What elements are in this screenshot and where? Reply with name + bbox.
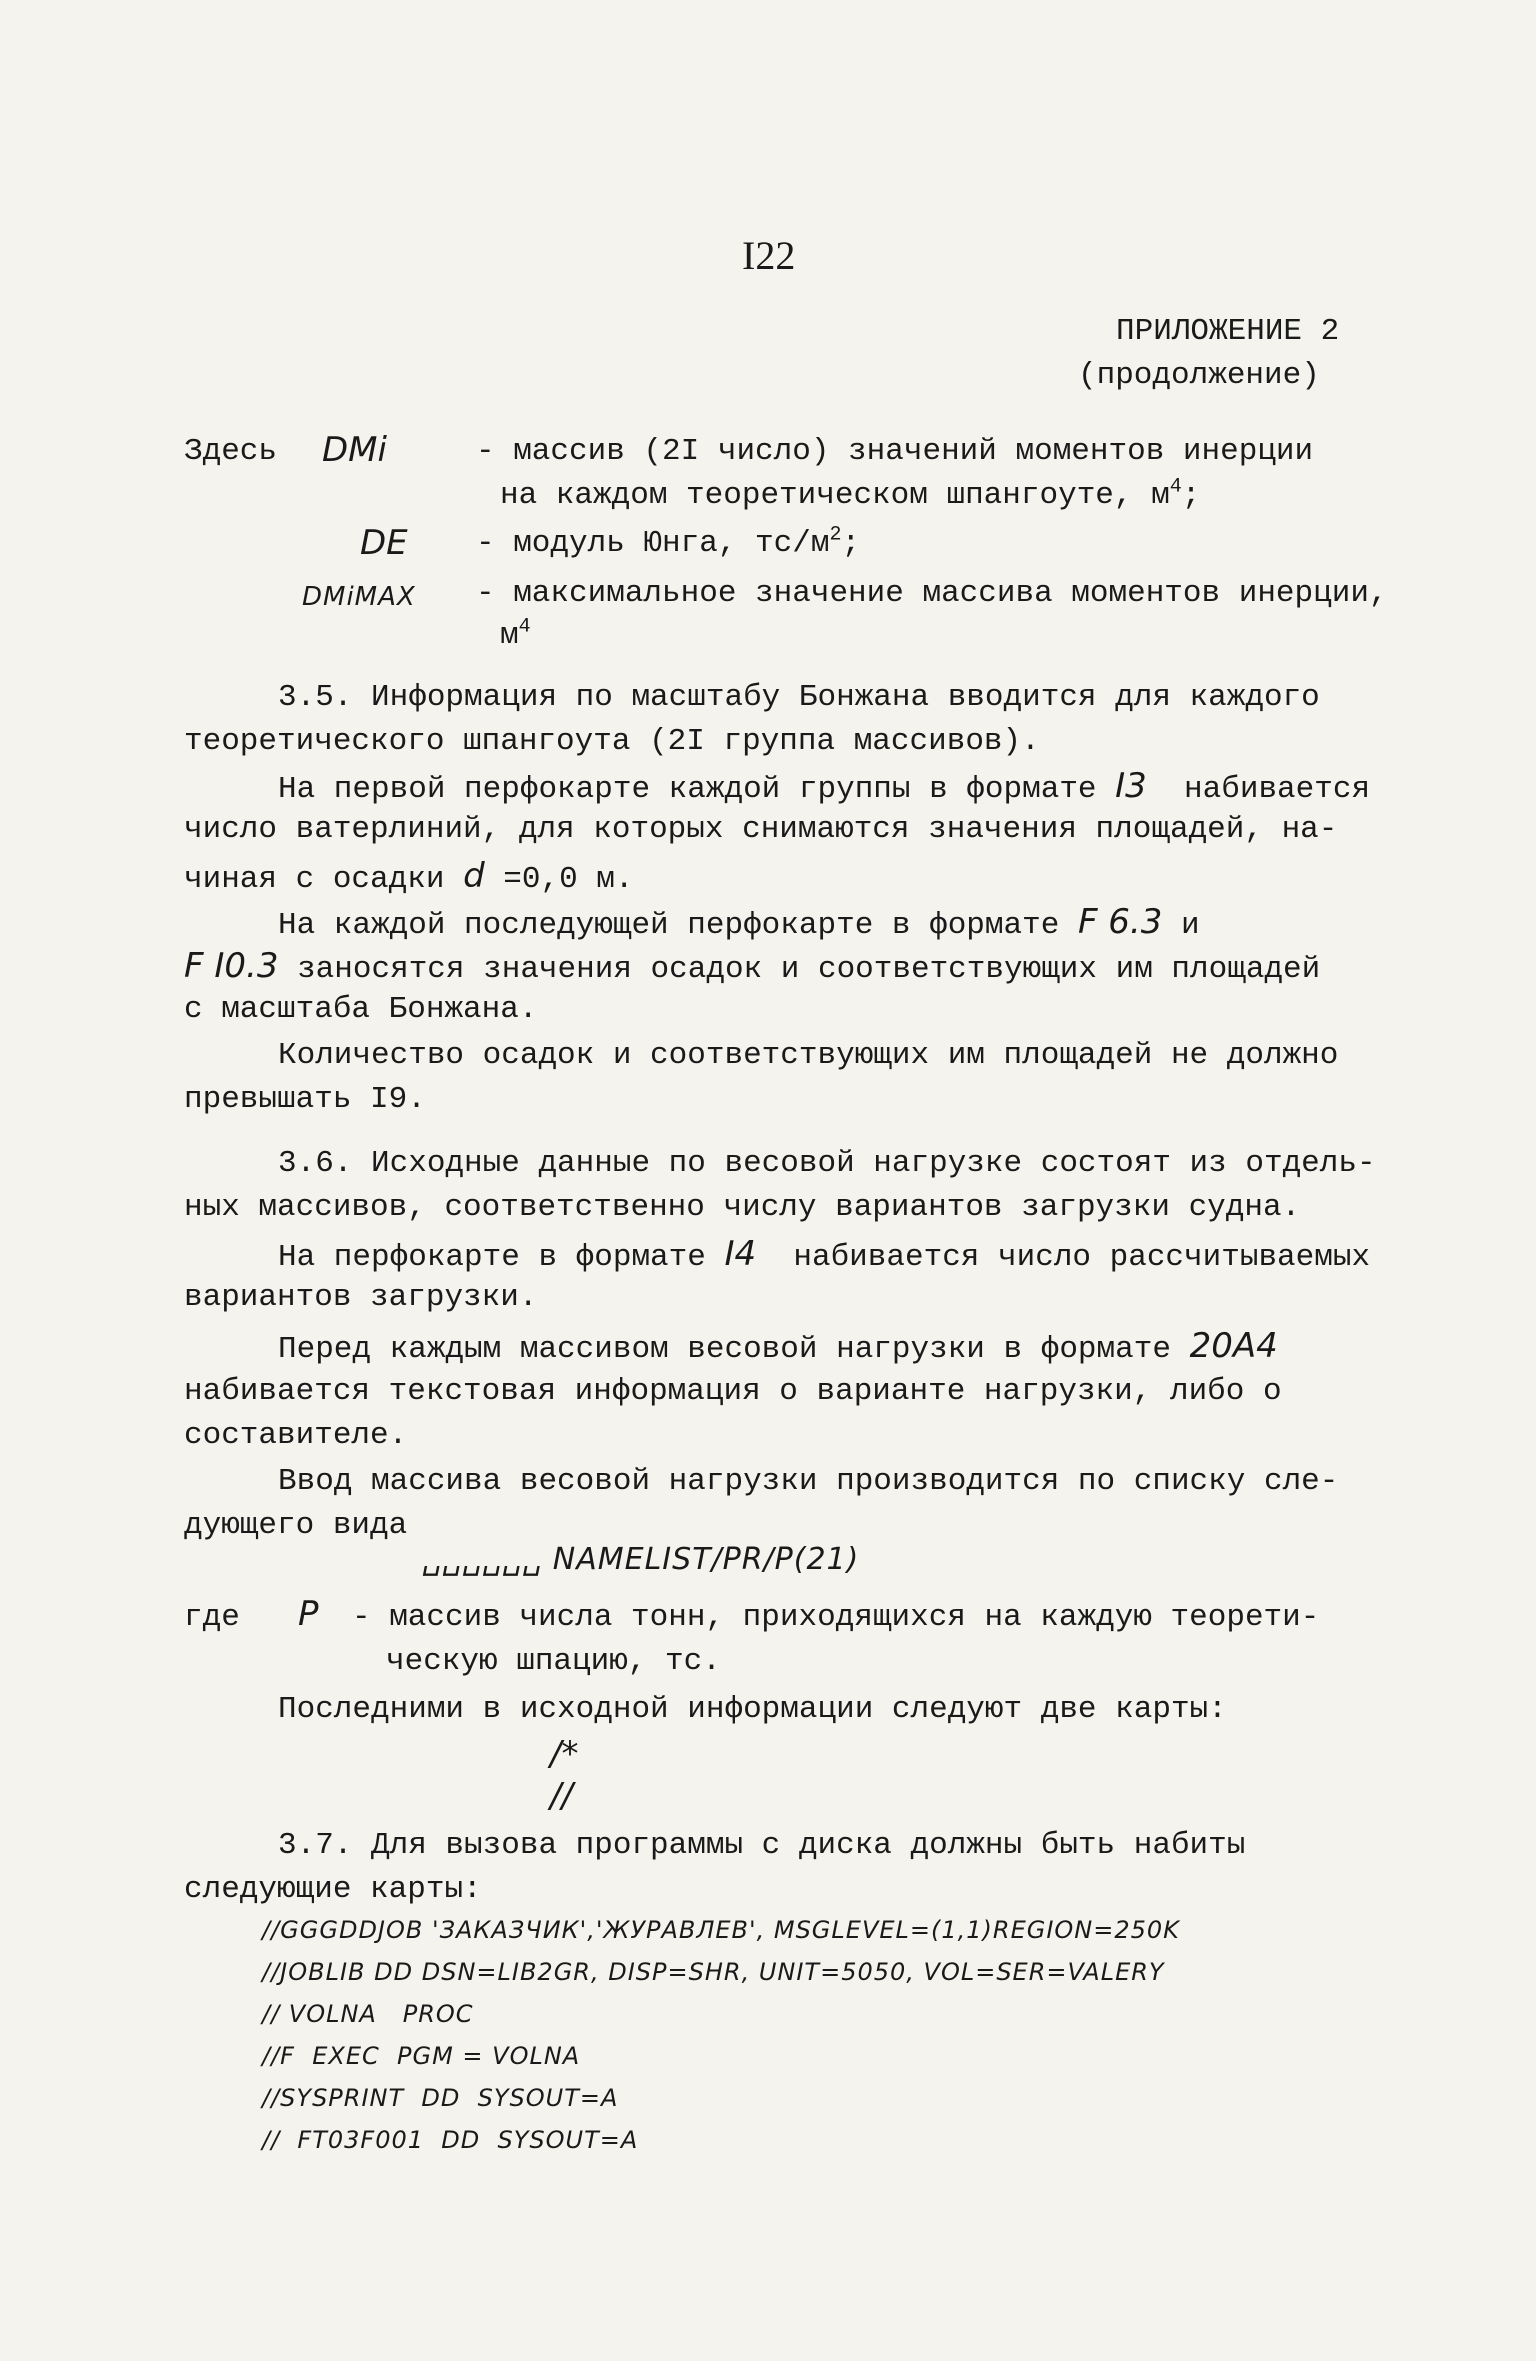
s35-p2-line2: число ватерлиний, для которых снимаются значения площадей, на-: [184, 812, 1338, 847]
s36-p3-line2: набивается текстовая информация о варианте нагрузки, либо о: [184, 1374, 1282, 1409]
symbol-de: DE: [360, 523, 408, 563]
s36-p5: Последними в исходной информации следуют две карты:: [278, 1692, 1227, 1727]
appendix-title: ПРИЛОЖЕНИЕ 2: [1116, 314, 1340, 349]
symbol-dmi: DMi: [322, 430, 387, 470]
s36-p1-line1: 3.6. Исходные данные по весовой нагрузке состоят из отдель-: [278, 1146, 1376, 1181]
s36-p4-line2: дующего вида: [184, 1508, 408, 1543]
jcl-line: //GGGDDJOB 'ЗАКАЗЧИК','ЖУРАВЛЕВ', MSGLEVEL=(1,1)REGION=250K: [262, 1916, 1180, 1944]
s35-p1-line1: 3.5. Информация по масштабу Бонжана вводится для каждого: [278, 680, 1320, 715]
format-code-f63: F 6.3: [1077, 902, 1163, 942]
s36-p4-line1: Ввод массива весовой нагрузки производится по списку сле-: [278, 1464, 1339, 1499]
s35-p3-line2: F I0.3 заносятся значения осадок и соответствующих им площадей: [184, 946, 1321, 987]
where-def-line2: ческую шпацию, тс.: [386, 1644, 721, 1679]
s35-p4-line2: превышать I9.: [184, 1082, 426, 1117]
s36-p3-line3: составителе.: [184, 1418, 408, 1453]
definition-dmi-line1: - массив (2I число) значений моментов инерции: [476, 434, 1314, 469]
where-def-line1: - массив числа тонн, приходящихся на каждую теорети-: [352, 1600, 1320, 1635]
jcl-line: //F EXEC PGM = VOLNA: [262, 2042, 581, 2070]
definitions-intro: Здесь: [184, 434, 278, 469]
where-label: где: [184, 1600, 240, 1635]
s35-p3-line3: с масштаба Бонжана.: [184, 992, 538, 1027]
card-end-data: /*: [550, 1734, 579, 1774]
definition-dmi-line2: на каждом теоретическом шпангоуте, $м^4$;: [500, 475, 1201, 513]
definition-dmimax-line2: $м^4$: [500, 615, 531, 653]
card-end-job: //: [550, 1776, 573, 1816]
format-code-f103: F I0.3: [184, 946, 279, 986]
s36-p2-line2: вариантов загрузки.: [184, 1280, 538, 1315]
definition-de: - модуль Юнга, $тс/м^2$;: [476, 523, 861, 561]
s36-p2-line1: На перфокарте в формате I4 набивается число рассчитываемых: [278, 1234, 1371, 1275]
appendix-subtitle: (продолжение): [1078, 358, 1320, 393]
page-number: I22: [742, 233, 796, 278]
s36-p1-line2: ных массивов, соответственно числу вариантов загрузки судна.: [184, 1190, 1301, 1225]
namelist-statement: ␣␣␣␣␣␣ NAMELIST/PR/P(21): [422, 1542, 860, 1577]
s35-p2-line1: На первой перфокарте каждой группы в формате I3 набивается: [278, 766, 1371, 807]
symbol-dmimax: DMiMAX: [302, 582, 416, 612]
format-code-i4: I4: [724, 1234, 757, 1274]
definition-dmimax-line1: - максимальное значение массива моментов инерции,: [476, 576, 1388, 611]
s36-p3-line1: Перед каждым массивом весовой нагрузки в формате 20A4: [278, 1326, 1278, 1367]
s35-p3-line1: На каждой последующей перфокарте в формате F 6.3 и: [278, 902, 1200, 943]
jcl-line: //JOBLIB DD DSN=LIB2GR, DISP=SHR, UNIT=5050, VOL=SER=VALERY: [262, 1958, 1165, 1986]
jcl-line: // VOLNA PROC: [262, 2000, 474, 2028]
s35-p2-line3: чиная с осадки d =0,0 м.: [184, 856, 634, 897]
s35-p4-line1: Количество осадок и соответствующих им площадей не должно: [278, 1038, 1339, 1073]
s35-p1-line2: теоретического шпангоута (2I группа массивов).: [184, 724, 1040, 759]
symbol-p: P: [298, 1594, 319, 1634]
jcl-line: //SYSPRINT DD SYSOUT=A: [262, 2084, 619, 2112]
s37-p1-line2: следующие карты:: [184, 1872, 482, 1907]
jcl-line: // FT03F001 DD SYSOUT=A: [262, 2126, 639, 2154]
format-code-20a4: 20A4: [1189, 1326, 1278, 1366]
symbol-d: d: [463, 856, 485, 896]
format-code-i3: I3: [1115, 766, 1147, 806]
s37-p1-line1: 3.7. Для вызова программы с диска должны быть набиты: [278, 1828, 1246, 1863]
